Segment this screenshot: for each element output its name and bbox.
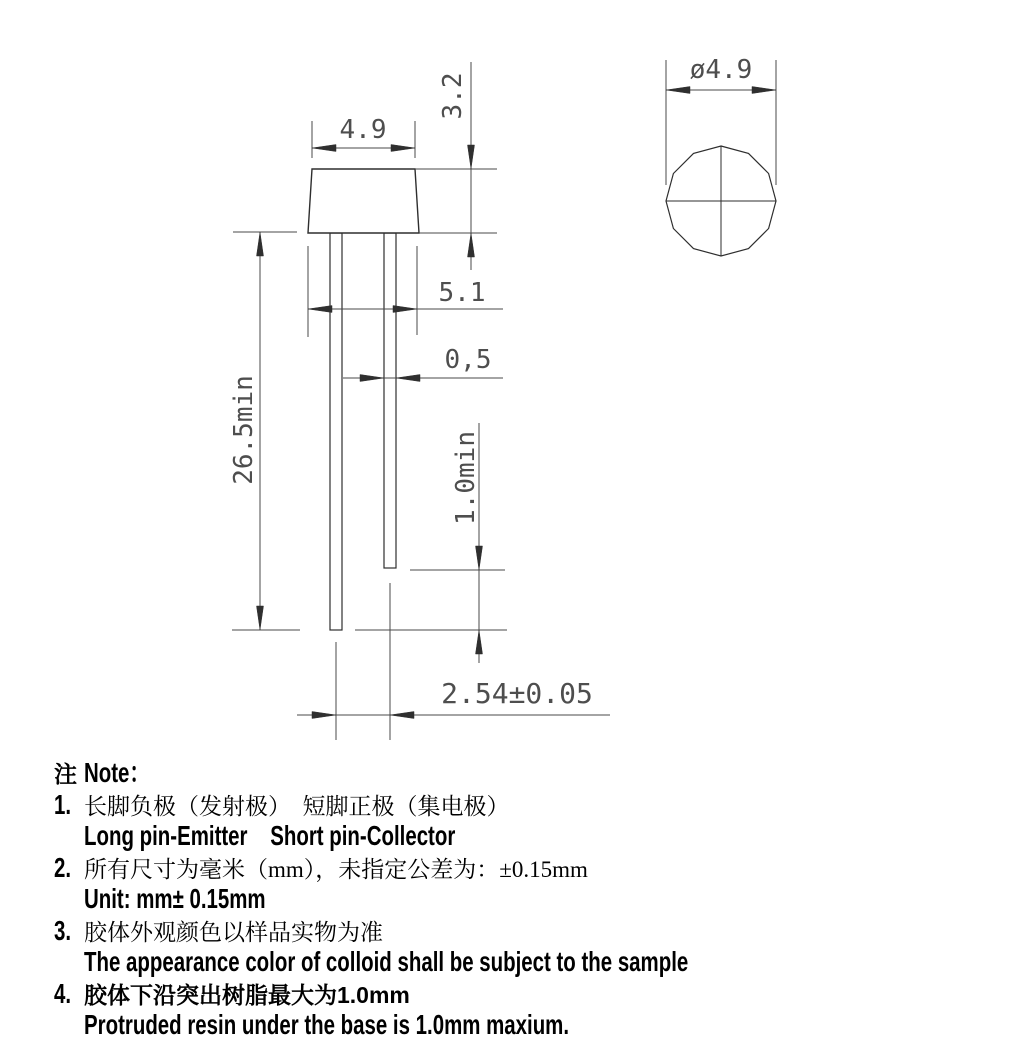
note-2-en bbox=[54, 883, 994, 915]
notes-section bbox=[54, 757, 994, 1041]
arrowhead-up bbox=[476, 630, 483, 654]
dim-label-body-height: 3.2 bbox=[438, 72, 468, 120]
arrowhead-up bbox=[257, 232, 264, 256]
dim-label-long-pin-length: 26.5min bbox=[229, 375, 259, 485]
short-pin bbox=[384, 233, 396, 568]
note-text-cn: 长脚负极（发射极） 短脚正极（集电极） bbox=[84, 793, 510, 819]
arrowhead-down bbox=[476, 546, 483, 570]
top-view bbox=[666, 146, 776, 256]
note-4-en bbox=[54, 1009, 994, 1041]
dim-body-top-width bbox=[312, 115, 415, 158]
note-text-cn: 胶体外观颜色以样品实物为准 bbox=[84, 919, 383, 945]
arrowhead-down bbox=[257, 606, 264, 630]
note-number: 1. bbox=[54, 788, 72, 820]
arrowhead-right bbox=[360, 375, 384, 382]
note-text-en: Unit: mm± 0.15mm bbox=[84, 883, 266, 914]
note-text-en: Protruded resin under the base is 1.0mm maxium. bbox=[84, 1009, 570, 1040]
note-number: 4. bbox=[54, 977, 72, 1009]
dim-label-pin-width: 0,5 bbox=[444, 345, 492, 375]
arrowhead-left bbox=[312, 145, 336, 152]
dim-long-pin-length bbox=[229, 232, 300, 630]
arrowhead-right bbox=[391, 145, 415, 152]
arrowhead-down bbox=[468, 145, 475, 169]
note-1-cn bbox=[54, 789, 994, 821]
dim-label-protrusion-min: 1.0min bbox=[451, 431, 481, 525]
note-text-en: Long pin-Emitter Short pin-Collector bbox=[84, 820, 456, 851]
notes-header-cn: 注 bbox=[54, 761, 77, 787]
dim-body-height bbox=[415, 62, 497, 270]
dim-pin-width bbox=[343, 345, 503, 382]
note-text-cn: 所有尺寸为毫米（mm），未指定公差为：±0.15mm bbox=[84, 856, 588, 882]
note-number: 3. bbox=[54, 914, 72, 946]
note-1-en bbox=[54, 820, 994, 852]
note-number: 2. bbox=[54, 851, 72, 883]
arrowhead-left bbox=[396, 375, 420, 382]
led-body-outline bbox=[308, 169, 419, 233]
arrowhead-left bbox=[308, 306, 332, 313]
dim-label-pin-pitch: 2.54±0.05 bbox=[441, 677, 593, 710]
notes-header bbox=[54, 757, 994, 789]
arrowhead-right bbox=[393, 306, 417, 313]
note-text-cn: 胶体下沿突出树脂最大为1.0mm bbox=[84, 981, 410, 1008]
arrowhead-left bbox=[666, 87, 690, 94]
dim-label-diameter: ø4.9 bbox=[689, 55, 753, 85]
dim-protrusion-min bbox=[355, 423, 507, 663]
note-4-cn bbox=[54, 978, 994, 1010]
front-view bbox=[308, 169, 419, 630]
arrowhead-right bbox=[752, 87, 776, 94]
note-text-en: The appearance color of colloid shall be subject to the sample bbox=[84, 946, 689, 977]
note-3-en bbox=[54, 946, 994, 978]
notes-header-label: Note： bbox=[84, 757, 150, 788]
dim-label-body-bottom-width: 5.1 bbox=[438, 278, 486, 308]
note-2-cn bbox=[54, 852, 994, 884]
dim-label-body-top-width: 4.9 bbox=[339, 115, 387, 145]
note-3-cn bbox=[54, 915, 994, 947]
arrowhead-up bbox=[468, 233, 475, 257]
dim-pin-pitch bbox=[297, 583, 610, 740]
long-pin bbox=[330, 233, 342, 630]
arrowhead-right bbox=[312, 712, 336, 719]
arrowhead-left bbox=[390, 712, 414, 719]
